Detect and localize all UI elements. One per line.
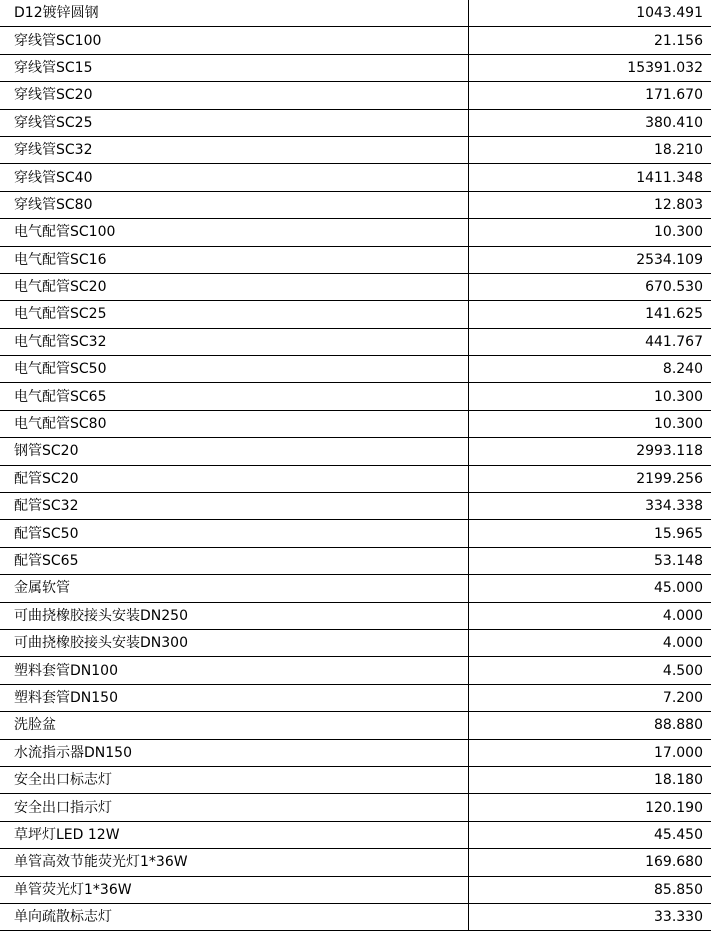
item-name-cell[interactable]: 穿线管SC80 xyxy=(0,191,468,218)
table-row xyxy=(0,191,711,218)
table-row xyxy=(0,739,711,766)
quantity-cell[interactable]: 334.338 xyxy=(468,493,711,520)
item-name-cell[interactable]: 安全出口标志灯 xyxy=(0,766,468,793)
item-name-cell[interactable]: D12镀锌圆钢 xyxy=(0,0,468,27)
item-name-cell[interactable]: 可曲挠橡胶接头安装DN250 xyxy=(0,602,468,629)
item-name-cell[interactable]: 电气配管SC50 xyxy=(0,356,468,383)
quantity-cell[interactable]: 18.180 xyxy=(468,766,711,793)
item-name-cell[interactable]: 单向疏散标志灯 xyxy=(0,903,468,930)
table-row xyxy=(0,821,711,848)
quantity-cell[interactable]: 1411.348 xyxy=(468,164,711,191)
table-row xyxy=(0,493,711,520)
item-name-cell[interactable]: 穿线管SC15 xyxy=(0,54,468,81)
quantity-cell[interactable]: 2199.256 xyxy=(468,465,711,492)
quantity-cell[interactable]: 53.148 xyxy=(468,547,711,574)
table-row xyxy=(0,356,711,383)
item-name-cell[interactable]: 电气配管SC20 xyxy=(0,273,468,300)
quantity-cell[interactable]: 45.450 xyxy=(468,821,711,848)
table-row xyxy=(0,876,711,903)
table-row xyxy=(0,219,711,246)
quantity-cell[interactable]: 380.410 xyxy=(468,109,711,136)
item-name-cell[interactable]: 配管SC50 xyxy=(0,520,468,547)
item-name-cell[interactable]: 配管SC32 xyxy=(0,493,468,520)
table-row xyxy=(0,547,711,574)
quantity-cell[interactable]: 85.850 xyxy=(468,876,711,903)
table-row xyxy=(0,27,711,54)
item-name-cell[interactable]: 穿线管SC40 xyxy=(0,164,468,191)
item-name-cell[interactable]: 可曲挠橡胶接头安装DN300 xyxy=(0,629,468,656)
item-name-cell[interactable]: 塑料套管DN150 xyxy=(0,684,468,711)
quantity-cell[interactable]: 7.200 xyxy=(468,684,711,711)
item-name-cell[interactable]: 电气配管SC16 xyxy=(0,246,468,273)
quantity-cell[interactable]: 4.000 xyxy=(468,629,711,656)
quantity-cell[interactable]: 18.210 xyxy=(468,136,711,163)
quantity-cell[interactable]: 8.240 xyxy=(468,356,711,383)
quantity-cell[interactable]: 15.965 xyxy=(468,520,711,547)
table-row xyxy=(0,794,711,821)
quantity-cell[interactable]: 45.000 xyxy=(468,575,711,602)
table-row xyxy=(0,712,711,739)
item-name-cell[interactable]: 电气配管SC100 xyxy=(0,219,468,246)
table-row xyxy=(0,684,711,711)
item-name-cell[interactable]: 穿线管SC20 xyxy=(0,82,468,109)
table-row xyxy=(0,657,711,684)
quantity-cell[interactable]: 10.300 xyxy=(468,383,711,410)
table-row xyxy=(0,82,711,109)
table-row xyxy=(0,0,711,27)
table-row xyxy=(0,136,711,163)
table-row xyxy=(0,520,711,547)
quantity-cell[interactable]: 441.767 xyxy=(468,328,711,355)
item-name-cell[interactable]: 电气配管SC80 xyxy=(0,410,468,437)
item-name-cell[interactable]: 电气配管SC32 xyxy=(0,328,468,355)
quantity-cell[interactable]: 4.000 xyxy=(468,602,711,629)
table-row xyxy=(0,164,711,191)
table-row xyxy=(0,54,711,81)
quantity-cell[interactable]: 141.625 xyxy=(468,301,711,328)
table-row xyxy=(0,301,711,328)
item-name-cell[interactable]: 穿线管SC25 xyxy=(0,109,468,136)
quantity-cell[interactable]: 12.803 xyxy=(468,191,711,218)
table-row xyxy=(0,438,711,465)
item-name-cell[interactable]: 安全出口指示灯 xyxy=(0,794,468,821)
item-name-cell[interactable]: 钢管SC20 xyxy=(0,438,468,465)
quantity-cell[interactable]: 2993.118 xyxy=(468,438,711,465)
table-row xyxy=(0,849,711,876)
item-name-cell[interactable]: 水流指示器DN150 xyxy=(0,739,468,766)
table-row xyxy=(0,903,711,930)
quantity-cell[interactable]: 169.680 xyxy=(468,849,711,876)
table-row xyxy=(0,328,711,355)
quantity-cell[interactable]: 171.670 xyxy=(468,82,711,109)
item-name-cell[interactable]: 电气配管SC65 xyxy=(0,383,468,410)
item-name-cell[interactable]: 单管高效节能荧光灯1*36W xyxy=(0,849,468,876)
item-name-cell[interactable]: 电气配管SC25 xyxy=(0,301,468,328)
quantity-cell[interactable]: 4.500 xyxy=(468,657,711,684)
item-name-cell[interactable]: 草坪灯LED 12W xyxy=(0,821,468,848)
quantity-cell[interactable]: 10.300 xyxy=(468,219,711,246)
item-name-cell[interactable]: 洗脸盆 xyxy=(0,712,468,739)
table-row xyxy=(0,766,711,793)
quantity-cell[interactable]: 21.156 xyxy=(468,27,711,54)
table-row xyxy=(0,602,711,629)
item-name-cell[interactable]: 配管SC20 xyxy=(0,465,468,492)
quantity-cell[interactable]: 15391.032 xyxy=(468,54,711,81)
item-name-cell[interactable]: 配管SC65 xyxy=(0,547,468,574)
table-row xyxy=(0,273,711,300)
item-name-cell[interactable]: 穿线管SC100 xyxy=(0,27,468,54)
quantity-cell[interactable]: 17.000 xyxy=(468,739,711,766)
table-row xyxy=(0,383,711,410)
table-row xyxy=(0,410,711,437)
quantity-cell[interactable]: 33.330 xyxy=(468,903,711,930)
quantity-cell[interactable]: 88.880 xyxy=(468,712,711,739)
table-row xyxy=(0,465,711,492)
table-row xyxy=(0,575,711,602)
quantity-cell[interactable]: 10.300 xyxy=(468,410,711,437)
quantity-cell[interactable]: 120.190 xyxy=(468,794,711,821)
item-name-cell[interactable]: 塑料套管DN100 xyxy=(0,657,468,684)
item-name-cell[interactable]: 穿线管SC32 xyxy=(0,136,468,163)
table-row xyxy=(0,629,711,656)
item-name-cell[interactable]: 单管荧光灯1*36W xyxy=(0,876,468,903)
quantity-cell[interactable]: 2534.109 xyxy=(468,246,711,273)
quantity-cell[interactable]: 1043.491 xyxy=(468,0,711,27)
table-row xyxy=(0,246,711,273)
quantity-cell[interactable]: 670.530 xyxy=(468,273,711,300)
item-name-cell[interactable]: 金属软管 xyxy=(0,575,468,602)
table-row xyxy=(0,109,711,136)
